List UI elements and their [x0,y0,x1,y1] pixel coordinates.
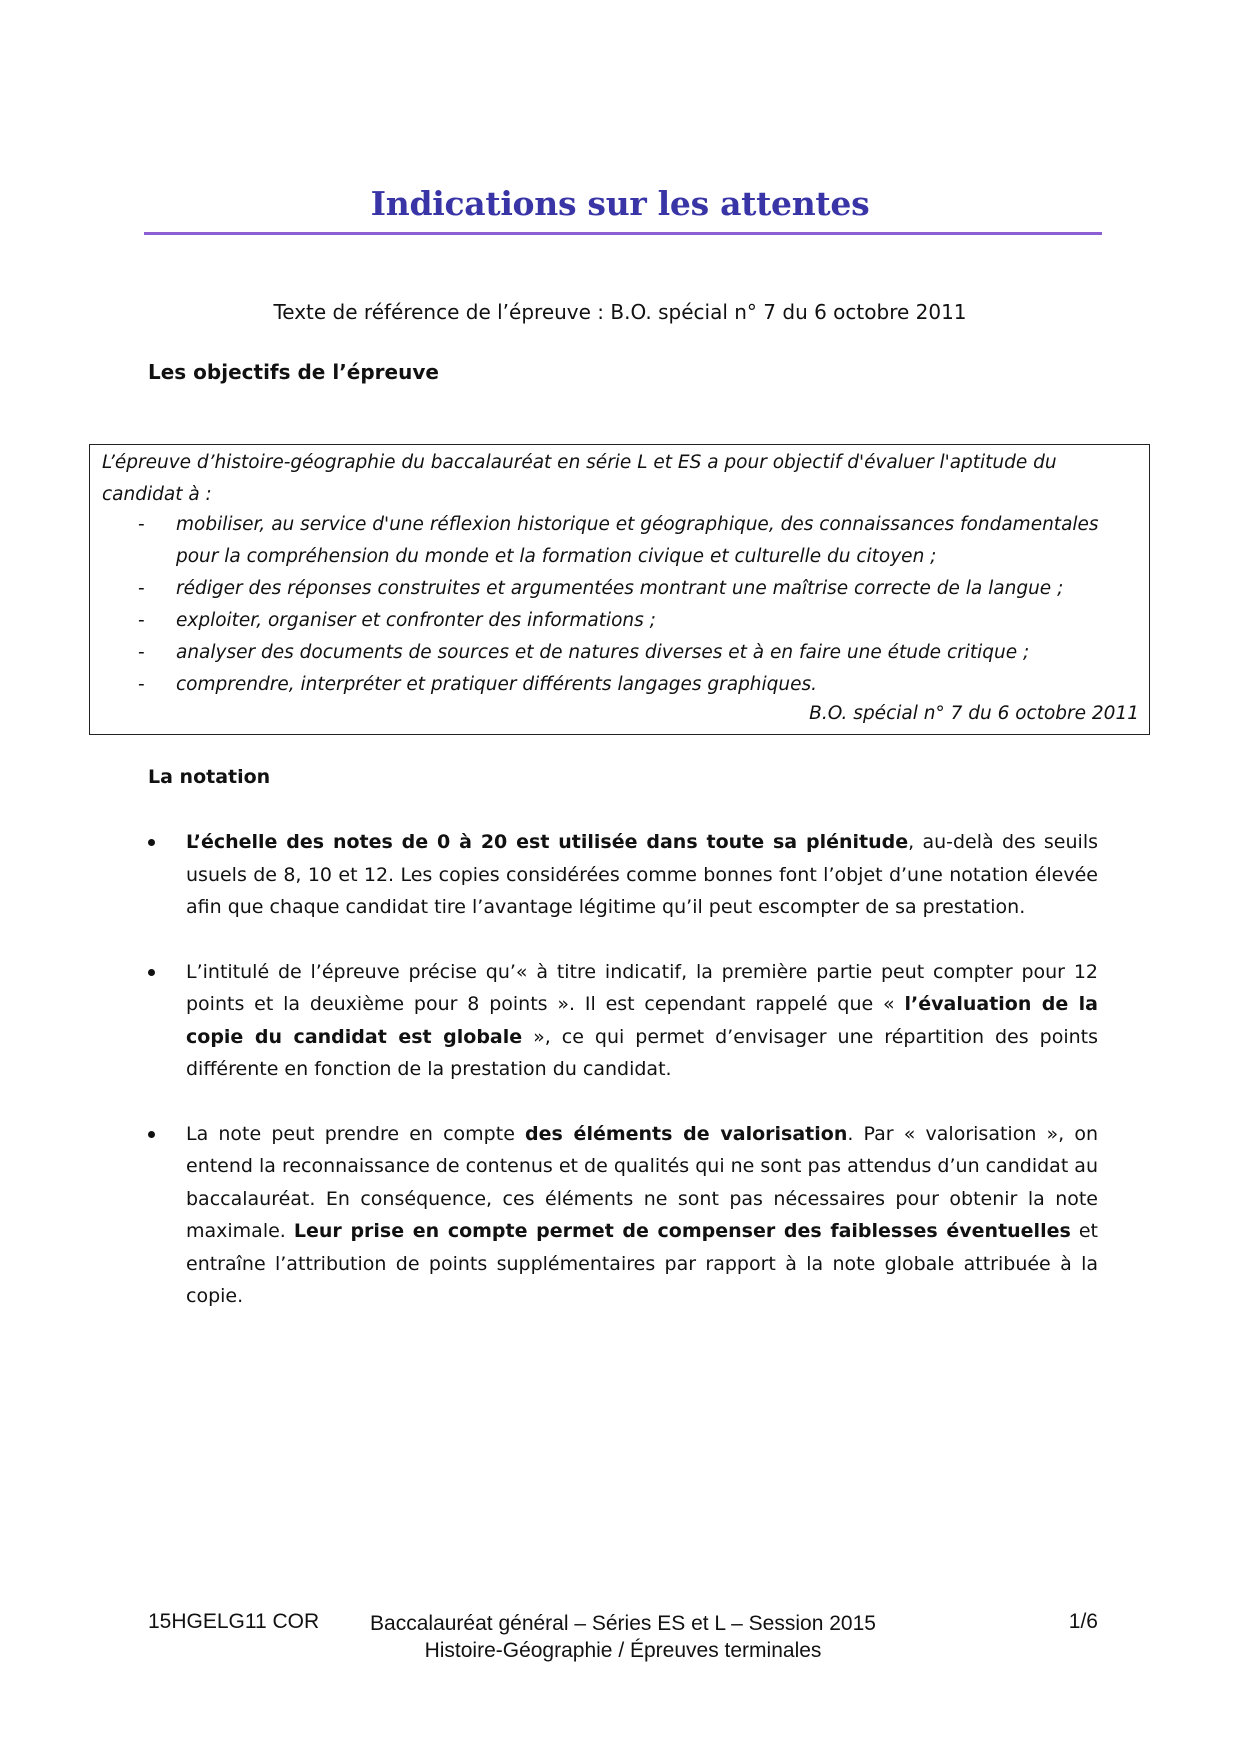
body-text: L’intitulé de l’épreuve précise qu’« à titre indicatif, la première partie peut compter pour 12 points et la deuxième pour 8 points ». Il est cependant rappelé que « [186,960,1098,1015]
body-text: , au-delà des seuils usuels de 8, 10 et 12. Les copies considérées comme bonnes font l’objet d’une notation élevée afin que chaque candidat tire l’avantage légitime qu’il peut escompter de sa prestation. [186,831,1098,918]
page-title: Indications sur les attentes [370,184,870,223]
footer-line-1: Baccalauréat général – Séries ES et L – Session 2015 [370,1612,876,1635]
objectives-source: B.O. spécial n° 7 du 6 octobre 2011 [809,703,1139,724]
dash-marker: - [138,642,145,663]
objectives-intro: L’épreuve d’histoire-géographie du baccalauréat en série L et ES a pour objectif d'évaluer l'aptitude du candidat à : [102,452,1057,505]
objective-text: comprendre, interpréter et pratiquer différents langages graphiques. [176,674,818,695]
objectives-box [89,444,1150,735]
body-text: et entraîne l’attribution de points supplémentaires par rapport à la note globale attribuée à la copie. [186,1220,1099,1307]
objectives-heading: Les objectifs de l’épreuve [148,360,439,384]
notation-heading: La notation [148,766,271,788]
notation-item [148,956,1098,1086]
emphasis-text: Leur prise en compte permet de compenser des faiblesses éventuelles [293,1220,1071,1242]
objective-item [90,669,1151,701]
reference-text: Texte de référence de l’épreuve : B.O. spécial n° 7 du 6 octobre 2011 [273,300,967,324]
objective-item [90,509,1151,573]
bullet-icon [148,839,155,846]
dash-marker: - [138,514,145,535]
objective-item [90,573,1151,605]
objective-text: rédiger des réponses construites et argumentées montrant une maîtrise correcte de la langue ; [176,578,1064,599]
objective-text: analyser des documents de sources et de natures diverses et à en faire une étude critique ; [176,642,1030,663]
dash-marker: - [138,610,145,631]
footer-line-2: Histoire-Géographie / Épreuves terminales [424,1639,822,1662]
footer-center [148,1610,1098,1664]
footer-page-number: 1/6 [1068,1610,1098,1633]
dash-marker: - [138,578,145,599]
emphasis-text: des éléments de valorisation [525,1122,848,1145]
objective-item [90,605,1151,637]
objectives-list [90,509,1151,701]
emphasis-text: l’évaluation de la copie du candidat est globale [186,993,1098,1048]
bullet-icon [148,1131,155,1138]
notation-item [148,1118,1098,1313]
title-underline [144,232,1102,235]
objective-text: mobiliser, au service d'une réflexion historique et géographique, des connaissances fondamentales pour la compréhension du monde et la formation civique et culturelle du citoyen ; [176,514,1099,567]
body-text: . Par « valorisation », on entend la reconnaissance de contenus et de qualités qui ne sont pas attendus d’un candidat au baccalauréat. En conséquence, ces éléments ne sont pas nécessaires pour obtenir la note maximale. [186,1122,1098,1242]
body-text: La note peut prendre en compte [186,1122,526,1145]
emphasis-text: L’échelle des notes de 0 à 20 est utilisée dans toute sa plénitude [186,831,909,853]
dash-marker: - [138,674,145,695]
body-text: », ce qui permet d’envisager une répartition des points différente en fonction de la prestation du candidat. [186,1025,1098,1080]
bullet-icon [148,969,155,976]
notation-item [148,826,1098,924]
objective-text: exploiter, organiser et confronter des informations ; [176,610,656,631]
objective-item [90,637,1151,669]
notation-list [148,826,1098,1345]
footer-code: 15HGELG11 COR [148,1610,320,1633]
